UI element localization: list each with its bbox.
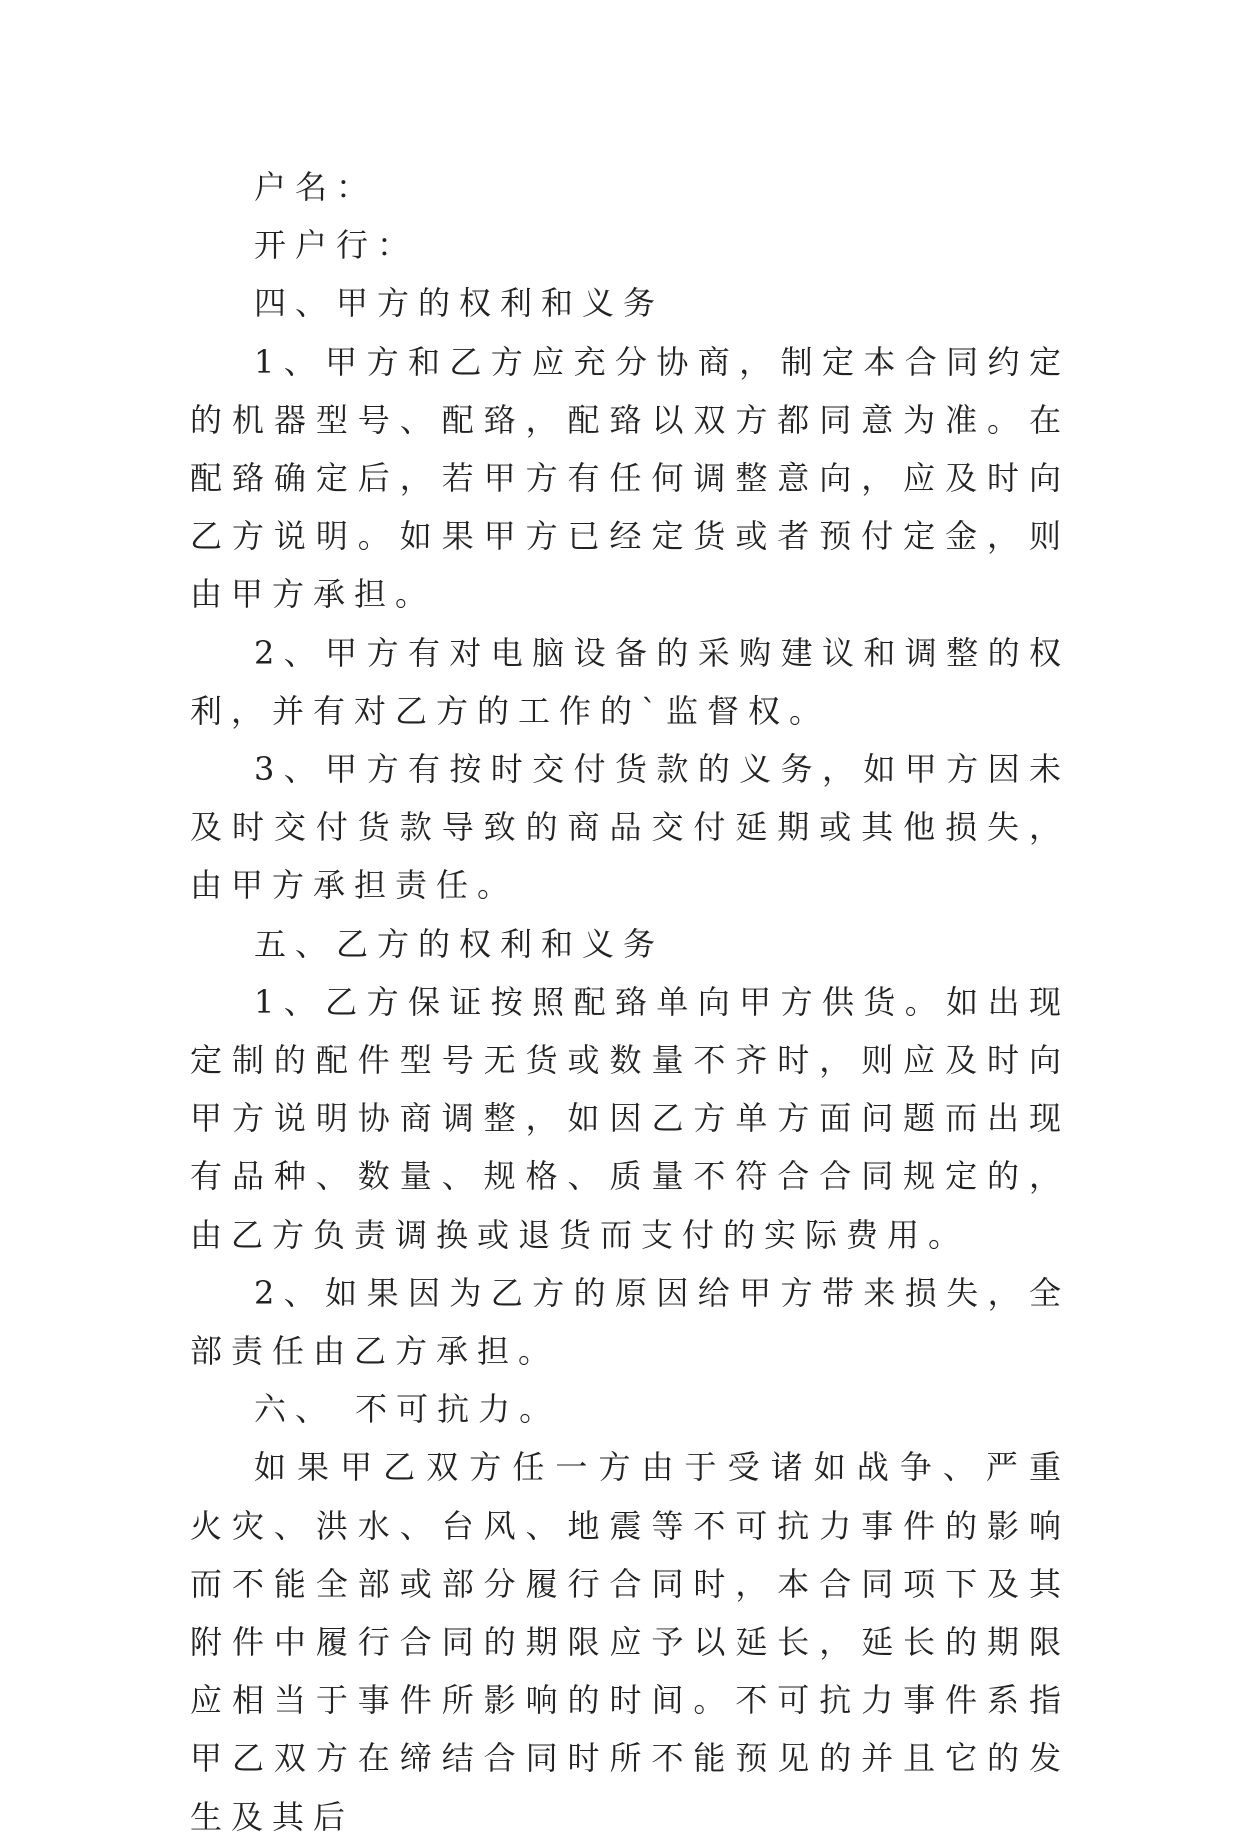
section-heading-party-a: 四、甲方的权利和义务 xyxy=(254,284,665,323)
clause-paragraph: 1、乙方保证按照配臵单向甲方供货。如出现定制的配件型号无货或数量不齐时，则应及时向甲方说明协商调整，如因乙方单方面问题而出现有品种、数量、规格、质量不符合合同规定的，由乙方负责调换或退货而支付的实际费用。 xyxy=(190,982,1070,1254)
bank-line: 开户行： xyxy=(254,226,419,265)
account-name-line: 户名： xyxy=(254,168,378,206)
clause-paragraph: 2、甲方有对电脑设备的采购建议和调整的权利，并有对乙方的工作的`监督权。 xyxy=(190,633,1070,730)
clause-paragraph: 2、如果因为乙方的原因给甲方带来损失，全部责任由乙方承担。 xyxy=(190,1273,1070,1371)
section-heading-force-majeure: 六、 不可抗力。 xyxy=(254,1390,561,1429)
document-body xyxy=(190,158,1070,1846)
clause-paragraph: 3、甲方有按时交付货款的义务，如甲方因未及时交付货款导致的商品交付延期或其他损失，由甲方承担责任。 xyxy=(190,750,1070,905)
clause-paragraph: 1、甲方和乙方应充分协商，制定本合同约定的机器型号、配臵，配臵以双方都同意为准。在配臵确定后，若甲方有任何调整意向，应及时向乙方说明。如果甲方已经定货或者预付定金，则由甲方承担。 xyxy=(190,342,1070,614)
clause-paragraph: 如果甲乙双方任一方由于受诸如战争、严重火灾、洪水、台风、地震等不可抗力事件的影响而不能全部或部分履行合同时，本合同项下及其附件中履行合同的期限应予以延长，延长的期限应相当于事件所影响的时间。不可抗力事件系指甲乙双方在缔结合同时所不能预见的并且它的发生及其后 xyxy=(190,1448,1070,1836)
section-heading-party-b: 五、乙方的权利和义务 xyxy=(254,924,665,963)
